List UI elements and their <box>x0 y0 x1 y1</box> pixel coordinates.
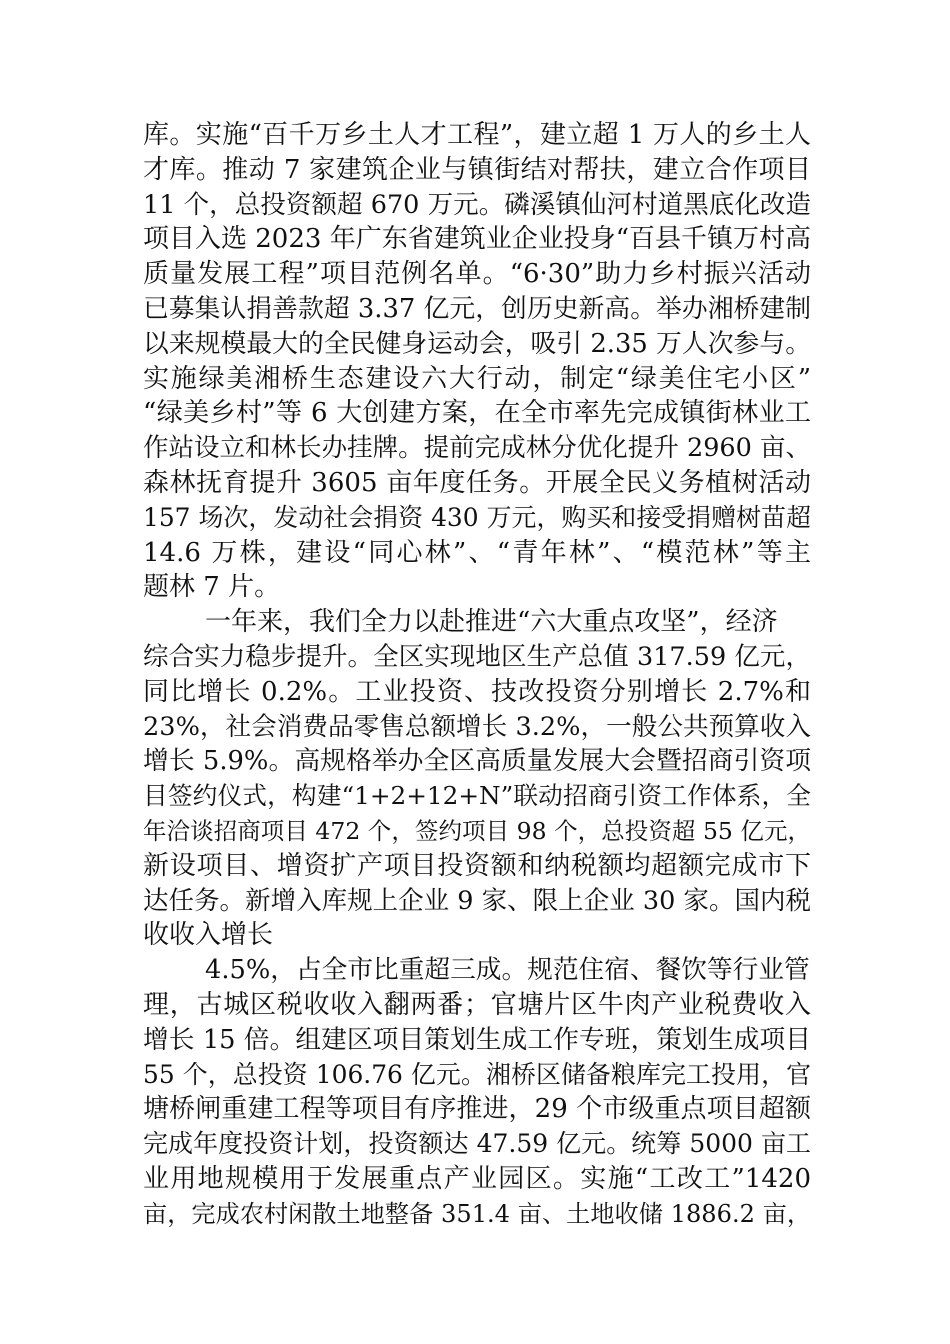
text-line: 14.6 万株，建设“同心林”、“青年林”、“模范林”等主 <box>143 537 811 568</box>
text-line: 11 个，总投资额超 670 万元。磷溪镇仙河村道黑底化改造 <box>143 189 811 220</box>
text-line: 4.5%，占全市比重超三成。规范住宿、餐饮等行业管 <box>205 955 810 986</box>
text-line: 157 场次，发动社会捐资 430 万元，购买和接受捐赠树苗超 <box>143 502 811 532</box>
text-line: 完成年度投资计划，投资额达 47.59 亿元。统筹 5000 亩工 <box>143 1129 811 1159</box>
text-line: 实施绿美湘桥生态建设六大行动，制定“绿美住宅小区” <box>143 363 811 394</box>
text-line: 同比增长 0.2%。工业投资、技改投资分别增长 2.7%和 <box>143 676 811 707</box>
text-line: “绿美乡村”等 6 大创建方案，在全市率先完成镇街林业工 <box>143 398 811 429</box>
body-text <box>143 118 811 1232</box>
text-line: 才库。推动 7 家建筑企业与镇街结对帮扶，建立合作项目 <box>143 154 811 185</box>
text-line: 目签约仪式，构建“1+2+12+N”联动招商引资工作体系，全 <box>143 781 811 811</box>
text-line: 收收入增长 <box>143 920 274 951</box>
text-line: 以来规模最大的全民健身运动会，吸引 2.35 万人次参与。 <box>143 328 811 359</box>
text-line: 增长 5.9%。高规格举办全区高质量发展大会暨招商引资项 <box>143 746 811 777</box>
text-line: 森林抚育提升 3605 亩年度任务。开展全民义务植树活动 <box>143 467 811 498</box>
text-line: 业用地规模用于发展重点产业园区。实施“工改工”1420 <box>143 1163 811 1194</box>
text-line: 综合实力稳步提升。全区实现地区生产总值 317.59 亿元， <box>143 641 811 672</box>
text-line: 理，古城区税收收入翻两番；官塘片区牛肉产业税费收入 <box>143 989 811 1020</box>
text-line: 年洽谈招商项目 472 个，签约项目 98 个，总投资超 55 亿元， <box>143 816 811 845</box>
text-line: 新设项目、增资扩产项目投资额和纳税额均超额完成市下 <box>143 850 811 881</box>
text-line: 题林 7 片。 <box>143 572 281 603</box>
text-line: 已募集认捐善款超 3.37 亿元，创历史新高。举办湘桥建制 <box>143 293 811 324</box>
text-line: 塘桥闸重建工程等项目有序推进，29 个市级重点项目超额 <box>143 1094 811 1125</box>
text-line: 一年来，我们全力以赴推进“六大重点攻坚”，经济 <box>205 607 778 638</box>
text-line: 增长 15 倍。组建区项目策划生成工作专班，策划生成项目 <box>143 1024 811 1055</box>
text-line: 库。实施“百千万乡土人才工程”，建立超 1 万人的乡土人 <box>143 120 811 150</box>
text-line: 质量发展工程”项目范例名单。“6·30”助力乡村振兴活动 <box>143 259 811 290</box>
text-line: 55 个，总投资 106.76 亿元。湘桥区储备粮库完工投用，官 <box>143 1059 811 1089</box>
text-line: 亩，完成农村闲散土地整备 351.4 亩、土地收储 1886.2 亩， <box>143 1199 811 1228</box>
text-line: 23%，社会消费品零售总额增长 3.2%，一般公共预算收入 <box>143 711 811 742</box>
text-line: 项目入选 2023 年广东省建筑业企业投身“百县千镇万村高 <box>143 224 811 255</box>
text-line: 达任务。新增入库规上企业 9 家、限上企业 30 家。国内税 <box>143 885 811 916</box>
text-line: 作站设立和林长办挂牌。提前完成林分优化提升 2960 亩、 <box>143 433 811 464</box>
